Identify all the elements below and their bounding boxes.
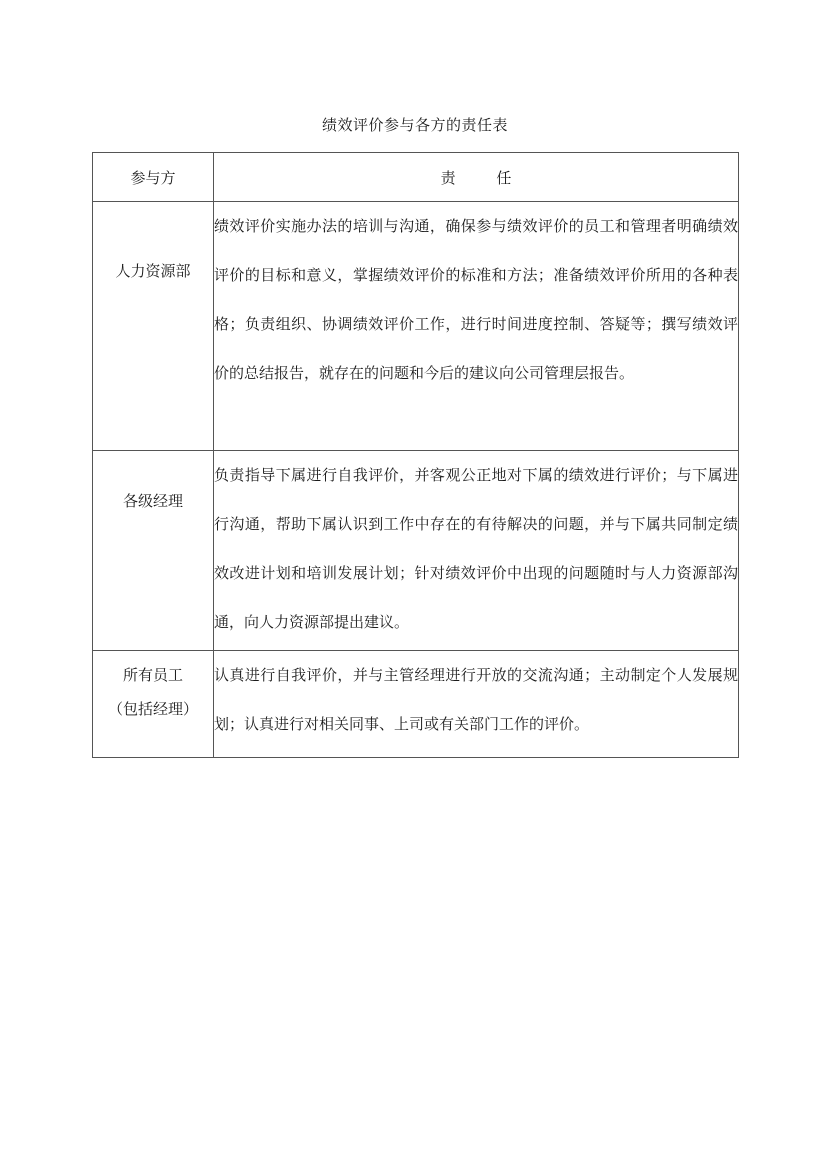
responsibility-cell: 认真进行自我评价，并与主管经理进行开放的交流沟通；主动制定个人发展规划；认真进行对相关同事、上司或有关部门工作的评价。	[214, 651, 739, 758]
party-name: 各级经理	[122, 492, 183, 510]
party-cell	[93, 651, 214, 758]
column-header-responsibility: 责 任	[214, 153, 739, 202]
party-name: 人力资源部	[115, 262, 191, 280]
table-row	[93, 202, 739, 451]
document-title: 绩效评价参与各方的责任表	[321, 116, 508, 134]
table-header-row	[93, 153, 739, 202]
column-header-party: 参与方	[93, 153, 214, 202]
party-name: 所有员工	[122, 666, 183, 684]
table-row	[93, 451, 739, 651]
responsibility-cell: 绩效评价实施办法的培训与沟通，确保参与绩效评价的员工和管理者明确绩效评价的目标和意义，掌握绩效评价的标准和方法；准备绩效评价所用的各种表格；负责组织、协调绩效评价工作，进行时间进度控制、答疑等；撰写绩效评价的总结报告，就存在的问题和今后的建议向公司管理层报告。	[214, 202, 739, 451]
responsibility-table	[92, 152, 739, 758]
party-name-note: （包括经理）	[107, 700, 198, 718]
party-cell	[93, 202, 214, 451]
party-cell	[93, 451, 214, 651]
table-row	[93, 651, 739, 758]
responsibility-cell: 负责指导下属进行自我评价，并客观公正地对下属的绩效进行评价；与下属进行沟通，帮助下属认识到工作中存在的有待解决的问题，并与下属共同制定绩效改进计划和培训发展计划；针对绩效评价中出现的问题随时与人力资源部沟通，向人力资源部提出建议。	[214, 451, 739, 651]
